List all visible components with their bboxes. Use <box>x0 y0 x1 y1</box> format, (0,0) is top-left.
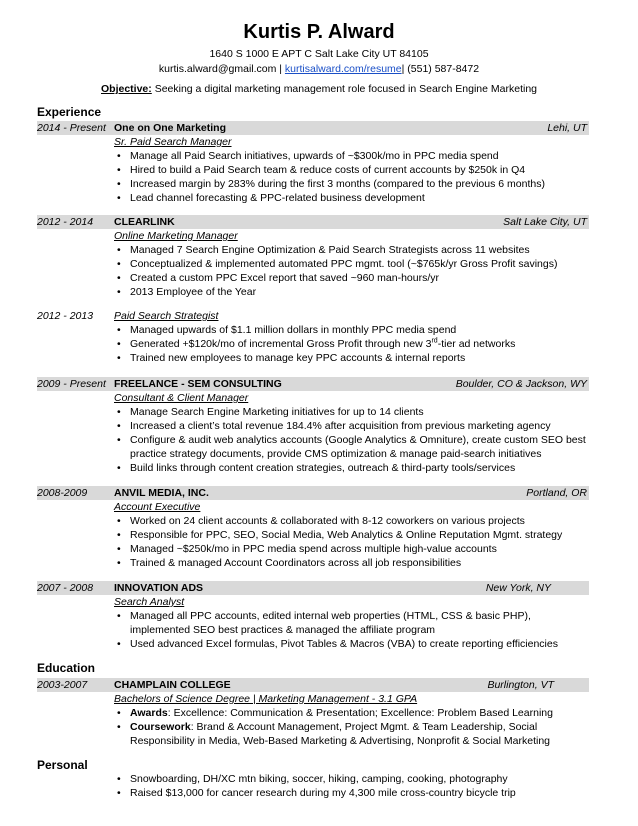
job-bullets <box>114 405 589 475</box>
list-item: • Trained & managed Account Coordinators across all job responsibilities <box>114 556 589 570</box>
job-role: Account Executive <box>114 501 201 513</box>
list-item: • Hired to build a Paid Search team & reduce costs of current accounts by $250k in Q4 <box>114 163 589 177</box>
list-item: • Managed ~$250k/mo in PPC media spend across multiple high-value accounts <box>114 542 589 556</box>
awards-text: : Excellence: Communication & Presentation; Excellence: Problem Based Learning <box>167 707 553 719</box>
objective-text: Seeking a digital marketing management role focused in Search Engine Marketing <box>151 83 537 95</box>
job-bullets <box>114 149 589 205</box>
job-dates: 2014 - Present <box>37 122 106 134</box>
personal-entry <box>37 772 589 800</box>
education-header <box>37 678 589 692</box>
list-item: • Lead channel forecasting & PPC-related business development <box>114 191 589 205</box>
job-location: Lehi, UT <box>547 122 587 134</box>
education-bullets <box>114 706 589 748</box>
job-entry <box>37 377 589 475</box>
job-bullets <box>114 243 589 299</box>
coursework-text: : Brand & Account Management, Project Mgmt. & Team Leadership, Social Responsibility in Media, Web-Based Marketing & Advertising, Nonprofit & Social Marketing <box>130 721 550 747</box>
list-item: • Increased margin by 283% during the first 3 months (compared to the previous 6 months) <box>114 177 589 191</box>
list-item: • Managed all PPC accounts, edited internal web properties (HTML, CSS & basic PHP), implemented SEO best practices & managed the affiliate program <box>114 609 589 637</box>
job-header <box>37 581 589 595</box>
list-item: • Worked on 24 client accounts & collaborated with 8-12 coworkers on various projects <box>114 514 589 528</box>
list-item: • Raised $13,000 for cancer research during my 4,300 mile cross-country bicycle trip <box>114 786 589 800</box>
list-item: • 2013 Employee of the Year <box>114 285 589 299</box>
resume-name: Kurtis P. Alward <box>243 21 395 43</box>
job-location: New York, NY <box>485 582 551 594</box>
section-education: Education <box>37 661 96 675</box>
section-experience: Experience <box>37 105 102 119</box>
job-company: INNOVATION ADS <box>114 582 204 594</box>
degree: Bachelors of Science Degree | Marketing Management - 3.1 GPA <box>114 693 418 705</box>
list-item <box>114 720 589 748</box>
job-company: ANVIL MEDIA, INC. <box>114 487 209 499</box>
list-item: • Created a custom PPC Excel report that saved ~960 man-hours/yr <box>114 271 589 285</box>
personal-bullets <box>114 772 589 800</box>
job-role: Sr. Paid Search Manager <box>114 136 232 148</box>
contact-line <box>0 63 638 75</box>
list-item: • Trained new employees to manage key PPC accounts & internal reports <box>114 351 589 365</box>
job-location: Salt Lake City, UT <box>503 216 587 228</box>
job-entry <box>37 486 589 570</box>
list-item: • Manage Search Engine Marketing initiatives for up to 14 clients <box>114 405 589 419</box>
bullet-text: Generated +$120k/mo of incremental Gross Profit through new 3 <box>130 338 432 350</box>
job-role: Consultant & Client Manager <box>114 392 249 404</box>
job-dates: 2012 - 2014 <box>37 216 94 228</box>
job-location: Portland, OR <box>526 487 587 499</box>
job-dates: 2012 - 2013 <box>37 310 94 322</box>
list-item: • Manage all Paid Search initiatives, upwards of ~$300k/mo in PPC media spend <box>114 149 589 163</box>
list-item: • Used advanced Excel formulas, Pivot Tables & Macros (VBA) to create reporting efficiencies <box>114 637 589 651</box>
phone: | (551) 587-8472 <box>401 63 480 75</box>
objective <box>0 83 638 95</box>
address: 1640 S 1000 E APT C Salt Lake City UT 84105 <box>209 48 429 60</box>
job-company: FREELANCE - SEM CONSULTING <box>114 378 282 390</box>
job-dates: 2007 - 2008 <box>37 582 94 594</box>
list-item: • Configure & audit web analytics accounts (Google Analytics & Omniture), create custom SEO best practice strategy documents, provide CMS optimization & manage paid-search initiatives <box>114 433 589 461</box>
job-header <box>37 486 589 500</box>
job-role: Online Marketing Manager <box>114 230 238 242</box>
superscript: rd <box>431 337 438 345</box>
education-dates: 2003-2007 <box>37 679 88 691</box>
job-header <box>37 215 589 229</box>
list-item: • Build links through content creation strategies, outreach & third-party tools/services <box>114 461 589 475</box>
list-item <box>114 706 589 720</box>
job-entry <box>37 581 589 651</box>
list-item: • Managed 7 Search Engine Optimization & Paid Search Strategists across 11 websites <box>114 243 589 257</box>
sub-role-row <box>37 309 589 323</box>
job-header <box>37 377 589 391</box>
bullet-text: -tier ad networks <box>437 338 516 350</box>
section-personal: Personal <box>37 758 88 772</box>
website-link[interactable]: kurtisalward.com/resume <box>284 63 402 75</box>
job-role: Search Analyst <box>114 596 185 608</box>
job-entry <box>37 121 589 205</box>
job-dates: 2008-2009 <box>37 487 88 499</box>
education-entry <box>37 678 589 748</box>
list-item: • Increased a client’s total revenue 184.4% after acquisition from previous marketing agency <box>114 419 589 433</box>
job-bullets <box>114 323 589 365</box>
job-entry <box>37 215 589 365</box>
list-item: • Responsible for PPC, SEO, Social Media, Web Analytics & Online Reputation Mgmt. strategy <box>114 528 589 542</box>
list-item: • Snowboarding, DH/XC mtn biking, soccer, hiking, camping, cooking, photography <box>114 772 589 786</box>
coursework-label: Coursework <box>130 721 191 733</box>
list-item: • Managed upwards of $1.1 million dollars in monthly PPC media spend <box>114 323 589 337</box>
school-location: Burlington, VT <box>487 679 554 691</box>
job-header <box>37 121 589 135</box>
objective-label: Objective: <box>101 83 152 95</box>
job-bullets <box>114 609 589 651</box>
job-company: CLEARLINK <box>114 216 175 228</box>
email: kurtis.alward@gmail.com | <box>158 63 285 75</box>
job-company: One on One Marketing <box>114 122 227 134</box>
job-bullets <box>114 514 589 570</box>
list-item <box>114 337 589 351</box>
awards-label: Awards <box>130 707 168 719</box>
list-item: • Conceptualized & implemented automated PPC mgmt. tool (~$765k/yr Gross Profit savings) <box>114 257 589 271</box>
job-role: Paid Search Strategist <box>114 310 219 322</box>
job-dates: 2009 - Present <box>37 378 106 390</box>
job-location: Boulder, CO & Jackson, WY <box>455 378 587 390</box>
school-name: CHAMPLAIN COLLEGE <box>114 679 231 691</box>
